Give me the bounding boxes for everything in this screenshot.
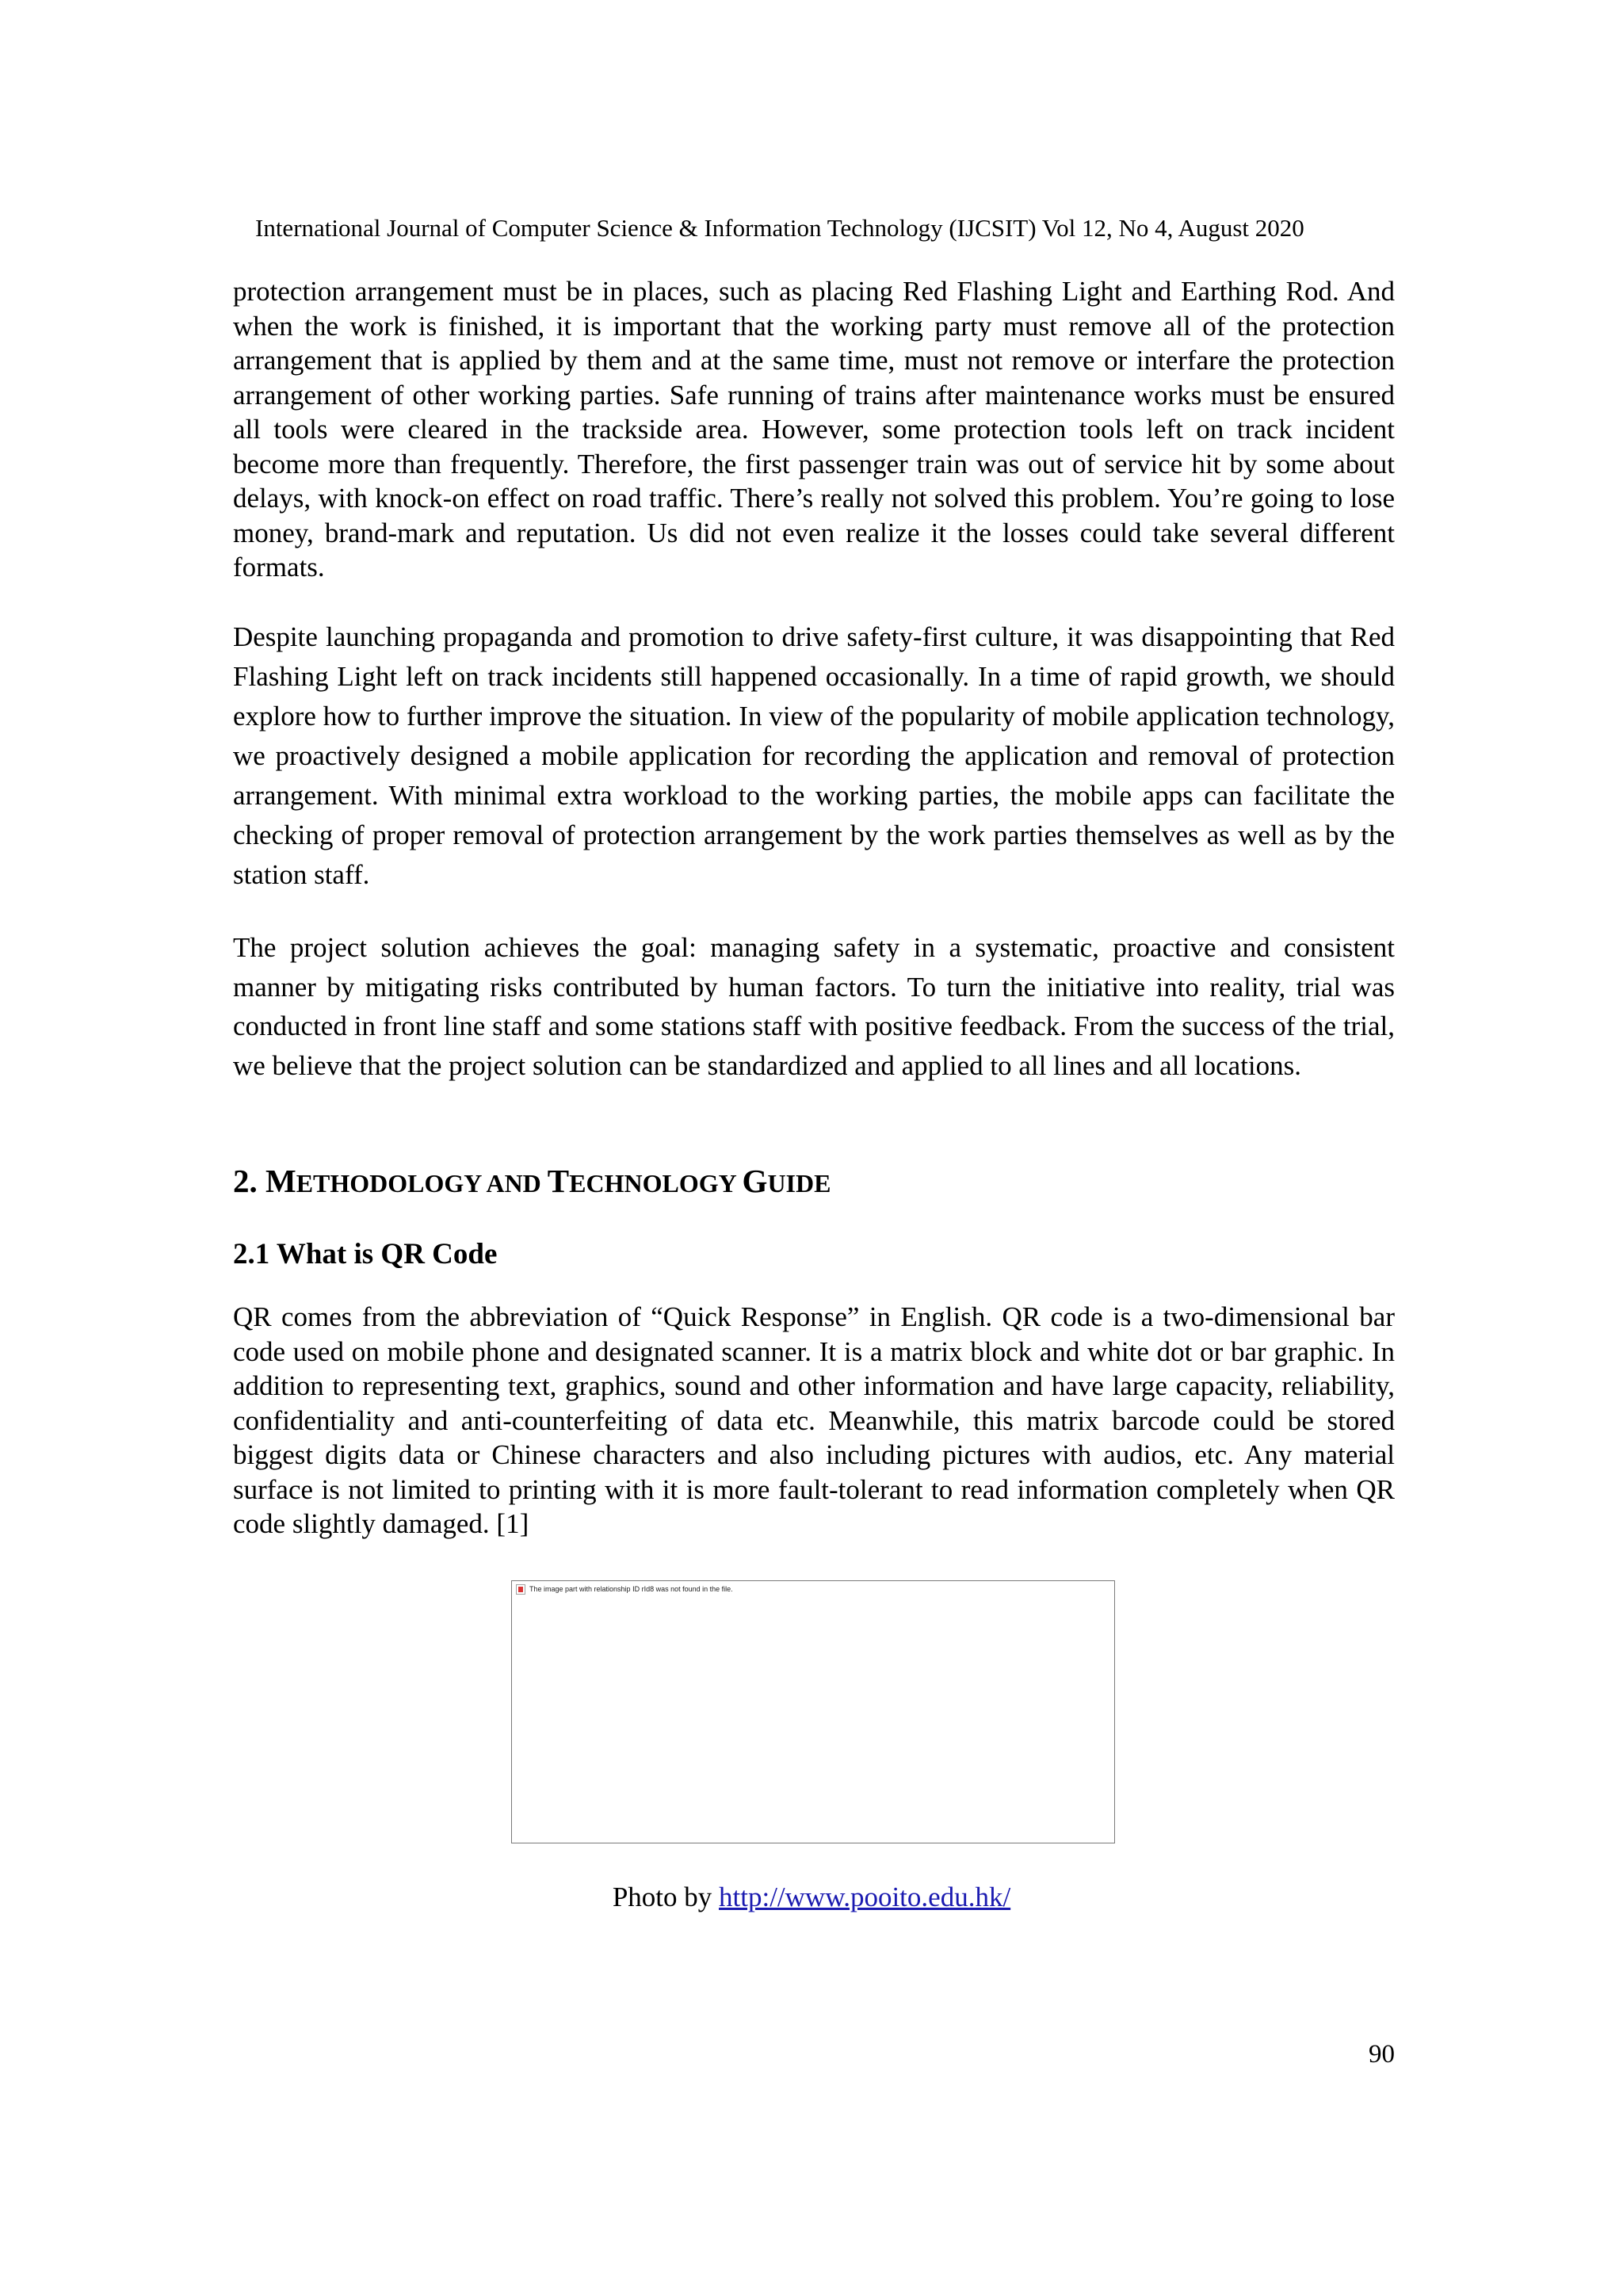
broken-image-placeholder xyxy=(511,1580,1115,1843)
caption-prefix: Photo by xyxy=(612,1881,720,1912)
section-title-part: UIDE xyxy=(767,1169,831,1198)
body-paragraph-2: Despite launching propaganda and promotion to drive safety-first culture, it was disappointing that Red Flashing Light left on track incidents still happened occasionally. In a time of rapid growth, we should explore how to further improve the situation. In view of the popularity of mobile application technology, we proactively designed a mobile application for recording the application and removal of protection arrangement. With minimal extra workload to the working parties, the mobile apps can facilitate the checking of proper removal of protection arrangement by the work parties themselves as well as by the station staff. xyxy=(233,621,1395,890)
body-paragraph-3: The project solution achieves the goal: managing safety in a systematic, proactive and consistent manner by mitigating risks contributed by human factors. To turn the initiative into reality, trial was conducted in front line staff and some stations staff with positive feedback. From the success of the trial, we believe that the project solution can be standardized and applied to all lines and all locations. xyxy=(233,932,1395,1081)
section-title-part: T xyxy=(547,1163,570,1199)
body-paragraph-1: protection arrangement must be in places, such as placing Red Flashing Light and Earthing Rod. And when the work is finished, it is important that the working party must remove all of the protection arrangement that is applied by them and at the same time, must not remove or interfare the protection arrangement of other working parties. Safe running of trains after maintenance works must be ensured all tools were cleared in the trackside area. However, some protection tools left on track incident become more than frequently. Therefore, the first passenger train was out of service hit by some about delays, with knock-on effect on road traffic. There’s really not solved this problem. You’re going to lose money, brand-mark and reputation. Us did not even realize it the losses could take several different formats. xyxy=(233,276,1395,583)
subsection-heading: 2.1 What is QR Code xyxy=(233,1238,498,1270)
broken-image-message: The image part with relationship ID rId8 was not found in the file. xyxy=(529,1585,733,1593)
section-heading xyxy=(233,1161,831,1203)
section-title-part: ECHNOLOGY xyxy=(569,1169,743,1198)
section-title-part: G xyxy=(742,1163,768,1199)
running-head: International Journal of Computer Science & Information Technology (IJCSIT) Vol 12, No 4, August 2020 xyxy=(255,214,1304,242)
page-number: 90 xyxy=(1369,2040,1395,2069)
qr-code-paragraph: QR comes from the abbreviation of “Quick Response” in English. QR code is a two-dimensional bar code used on mobile phone and designated scanner. It is a matrix block and white dot or bar graphic. In addition to representing text, graphics, sound and other information and have large capacity, reliability, confidentiality and anti-counterfeiting of data etc. Meanwhile, this matrix barcode could be stored biggest digits data or Chinese characters and also including pictures with audios, etc. Any material surface is not limited to printing with it is more fault-tolerant to read information completely when QR code slightly damaged. [1] xyxy=(233,1301,1395,1539)
caption-link[interactable]: http://www.pooito.edu.hk/ xyxy=(719,1881,1011,1912)
section-number: 2. xyxy=(233,1163,258,1199)
section-title-part: M xyxy=(265,1163,296,1199)
broken-image-icon xyxy=(516,1584,525,1595)
section-title-part: ETHODOLOGY AND xyxy=(296,1169,548,1198)
figure-caption xyxy=(0,1880,1623,1915)
